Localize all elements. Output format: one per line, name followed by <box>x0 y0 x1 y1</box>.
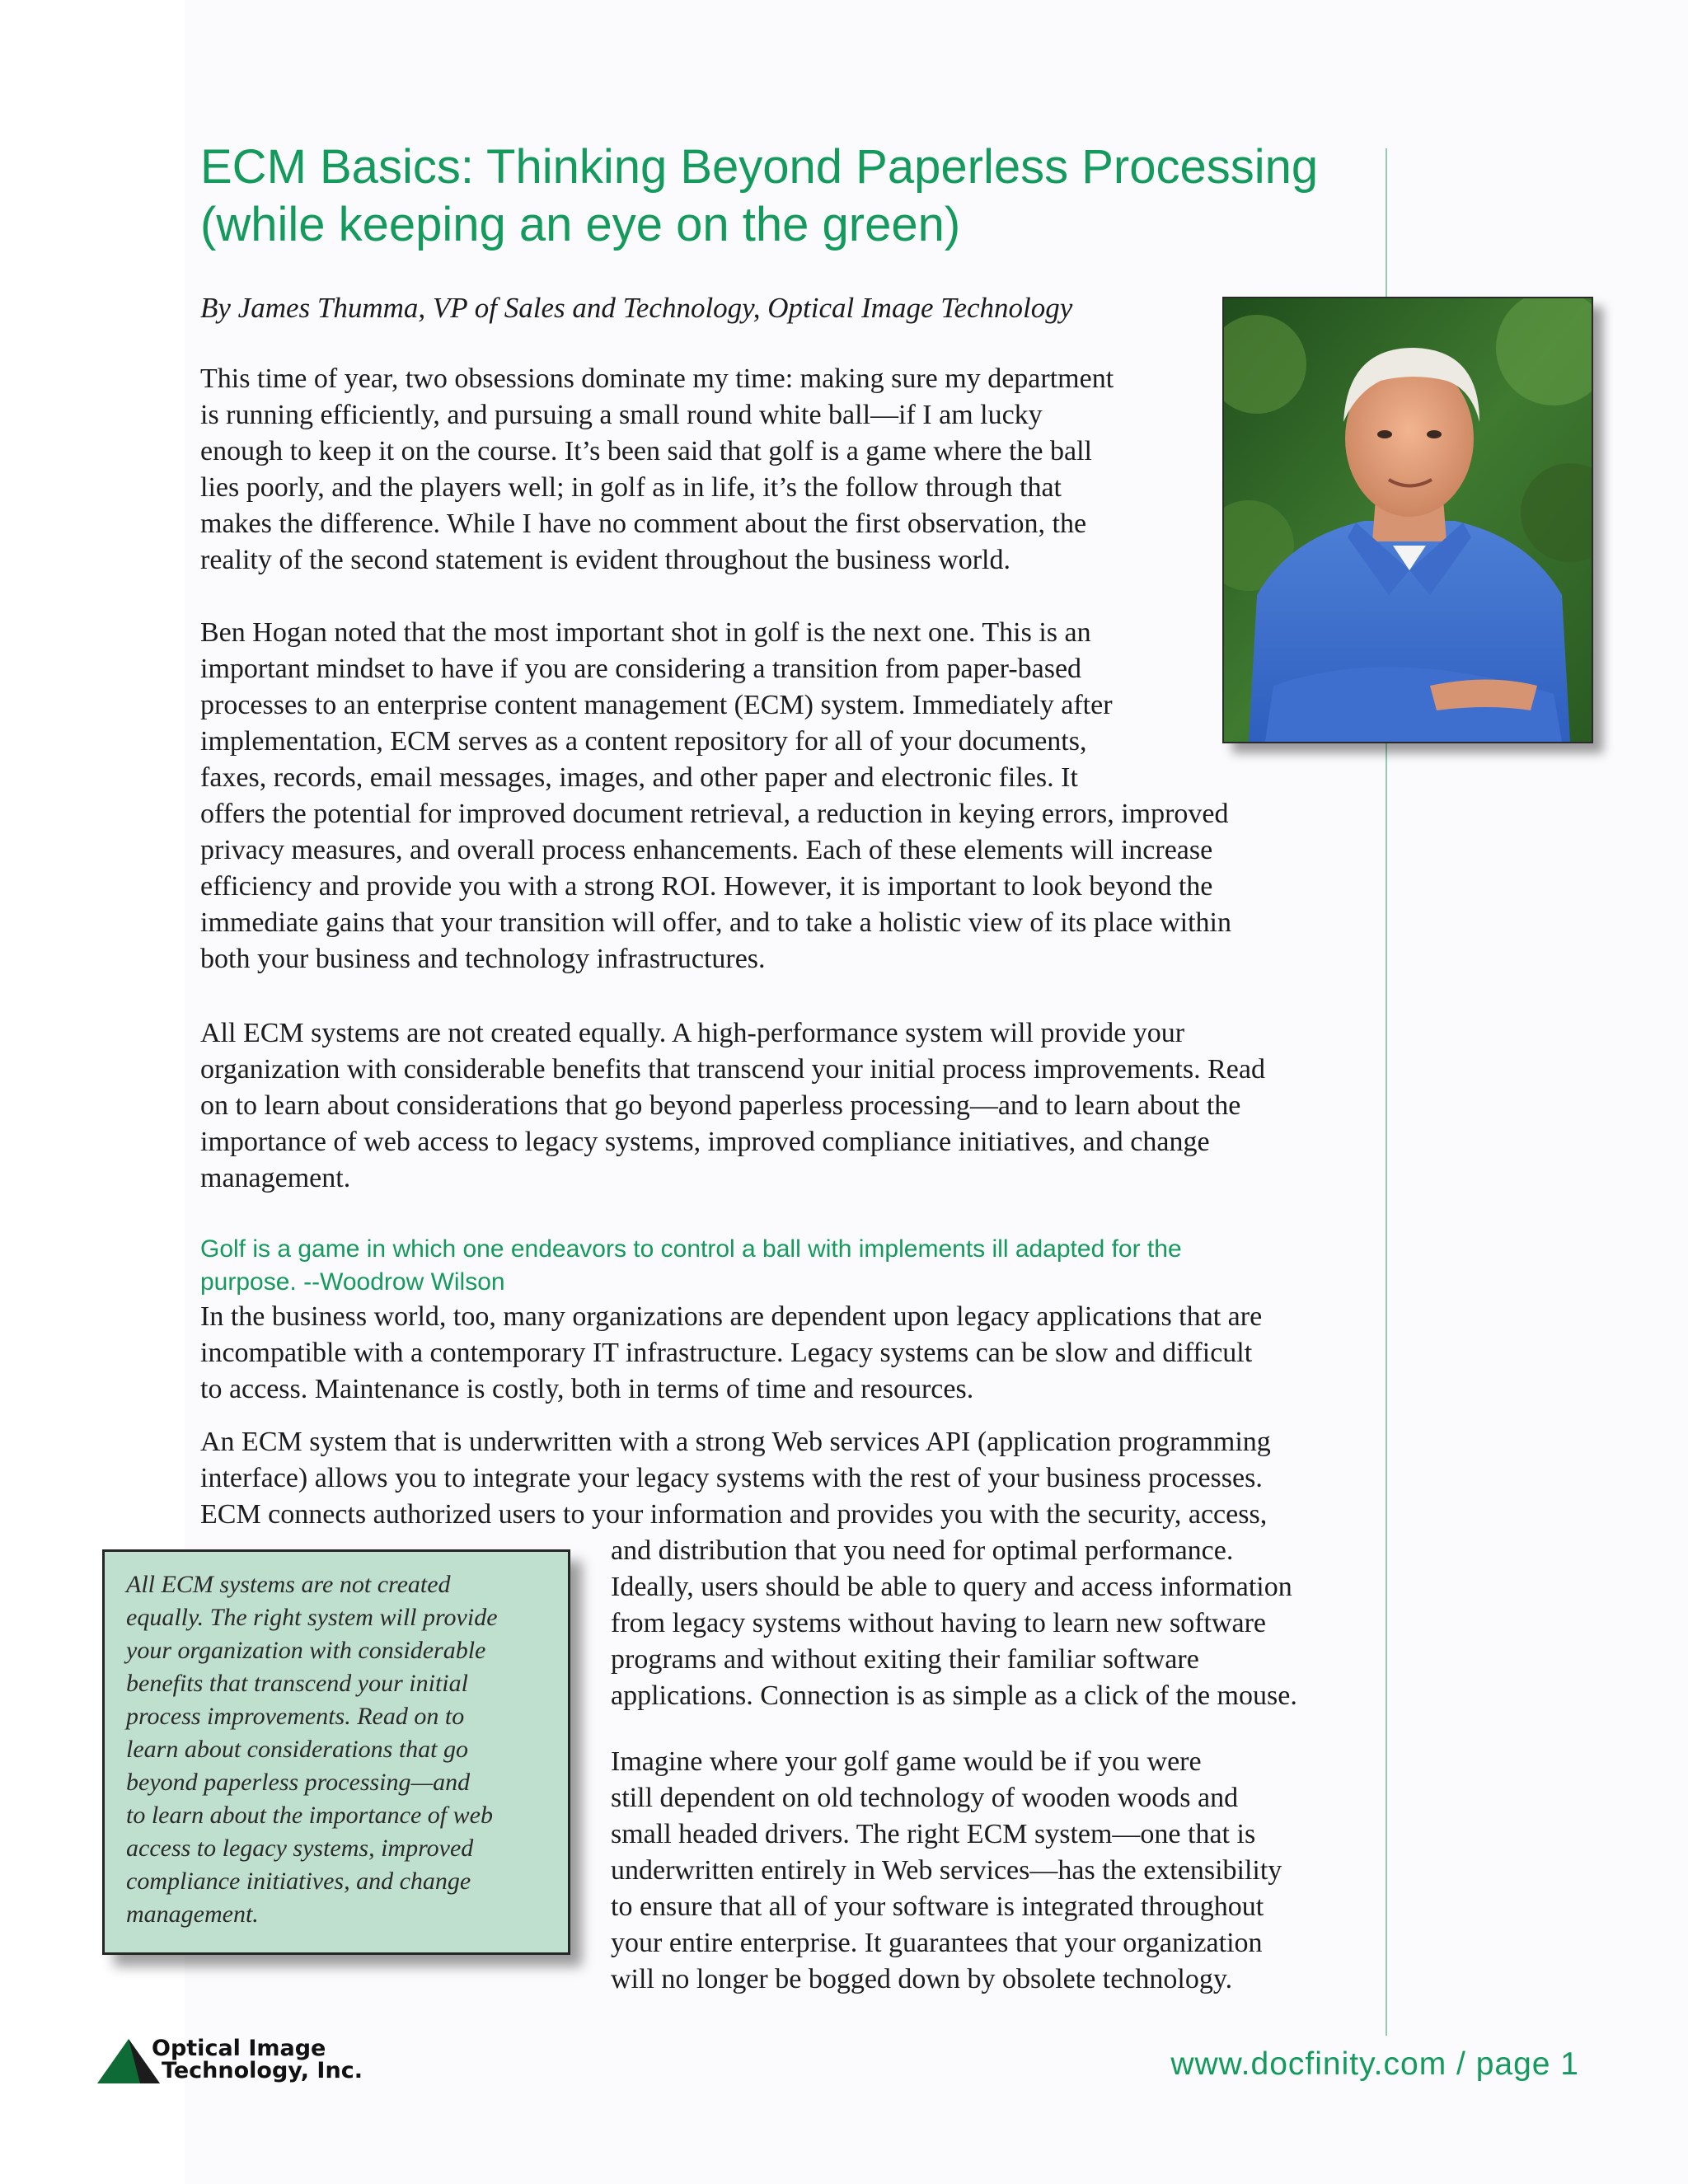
callout-line: your organization with considerable <box>126 1637 486 1664</box>
company-logo[interactable] <box>97 2036 410 2087</box>
text-line: ECM connects authorized users to your information and provides you with the security, access, <box>200 1499 1268 1530</box>
text-line: small headed drivers. The right ECM system—one that is <box>611 1819 1256 1849</box>
text-line: This time of year, two obsessions dominate my time: making sure my department <box>200 363 1114 394</box>
callout-line: process improvements. Read on to <box>126 1703 465 1730</box>
text-line: on to learn about considerations that go beyond paperless processing—and to learn about the <box>200 1090 1241 1121</box>
text-line: incompatible with a contemporary IT infrastructure. Legacy systems can be slow and difficult <box>200 1338 1253 1368</box>
callout-box <box>102 1549 570 1955</box>
text-line: underwritten entirely in Web services—has the extensibility <box>611 1855 1282 1886</box>
text-line: makes the difference. While I have no comment about the first observation, the <box>200 509 1087 539</box>
pull-quote <box>200 1233 1182 1299</box>
quote-line: Golf is a game in which one endeavors to control a ball with implements ill adapted for the <box>200 1235 1182 1263</box>
byline: By James Thumma, VP of Sales and Technology, Optical Image Technology <box>200 292 1073 324</box>
text-line: offers the potential for improved document retrieval, a reduction in keying errors, improved <box>200 799 1229 829</box>
text-line: both your business and technology infrastructures. <box>200 944 766 974</box>
callout-line: equally. The right system will provide <box>126 1604 498 1631</box>
text-line: to ensure that all of your software is integrated throughout <box>611 1891 1264 1922</box>
text-line: lies poorly, and the players well; in golf as in life, it’s the follow through that <box>200 472 1062 503</box>
text-line: applications. Connection is as simple as a click of the mouse. <box>611 1680 1297 1711</box>
paragraph-ben-hogan <box>200 615 1231 977</box>
text-line: your entire enterprise. It guarantees that your organization <box>611 1928 1263 1958</box>
text-line: enough to keep it on the course. It’s been said that golf is a game where the ball <box>200 436 1093 466</box>
logo-line: Optical Image <box>152 2036 326 2061</box>
logo-line: Technology, Inc. <box>162 2058 363 2083</box>
paragraph-ecm-systems <box>200 1015 1265 1197</box>
text-line: important mindset to have if you are considering a transition from paper-based <box>200 654 1082 684</box>
callout-line: learn about considerations that go <box>126 1736 468 1763</box>
callout-line: All ECM systems are not created <box>126 1571 451 1598</box>
text-line: interface) allows you to integrate your legacy systems with the rest of your business processes. <box>200 1463 1263 1493</box>
title-line: ECM Basics: Thinking Beyond Paperless Processing <box>200 140 1319 194</box>
callout-line: management. <box>126 1900 259 1928</box>
author-photo <box>1222 297 1593 743</box>
title-line: (while keeping an eye on the green) <box>200 198 961 251</box>
text-line: Ben Hogan noted that the most important shot in golf is the next one. This is an <box>200 617 1091 648</box>
paragraph-golf-game <box>611 1744 1282 1998</box>
callout-line: benefits that transcend your initial <box>126 1670 468 1697</box>
text-line: programs and without exiting their familiar software <box>611 1644 1199 1675</box>
quote-line: purpose. --Woodrow Wilson <box>200 1268 505 1296</box>
text-line: Imagine where your golf game would be if you were <box>611 1746 1202 1777</box>
text-line: management. <box>200 1163 351 1193</box>
text-line: is running efficiently, and pursuing a small round white ball—if I am lucky <box>200 400 1043 430</box>
paragraph-legacy <box>200 1299 1262 1408</box>
text-line: immediate gains that your transition will offer, and to take a holistic view of its place within <box>200 907 1231 938</box>
text-line: Ideally, users should be able to query and access information <box>611 1572 1292 1602</box>
text-line: processes to an enterprise content management (ECM) system. Immediately after <box>200 690 1113 720</box>
footer-url-page-number[interactable]: www.docfinity.com / page 1 <box>1170 2046 1579 2082</box>
text-line: and distribution that you need for optimal performance. <box>611 1535 1234 1566</box>
logo-wordmark <box>152 2037 363 2082</box>
text-line: An ECM system that is underwritten with a strong Web services API (application programming <box>200 1427 1271 1457</box>
text-line: reality of the second statement is evident throughout the business world. <box>200 545 1010 575</box>
text-line: efficiency and provide you with a strong ROI. However, it is important to look beyond the <box>200 871 1213 902</box>
callout-line: compliance initiatives, and change <box>126 1868 471 1895</box>
paragraph-intro <box>200 361 1114 579</box>
text-line: will no longer be bogged down by obsolete technology. <box>611 1964 1233 1994</box>
text-line: privacy measures, and overall process enhancements. Each of these elements will increase <box>200 835 1213 865</box>
callout-text <box>126 1568 548 1931</box>
article-title <box>200 138 1371 254</box>
text-line: importance of web access to legacy systems, improved compliance initiatives, and change <box>200 1127 1210 1157</box>
text-line: to access. Maintenance is costly, both in terms of time and resources. <box>200 1374 974 1404</box>
text-line: In the business world, too, many organizations are dependent upon legacy applications that are <box>200 1301 1263 1332</box>
text-line: still dependent on old technology of wooden woods and <box>611 1783 1239 1813</box>
callout-line: to learn about the importance of web <box>126 1802 493 1829</box>
text-line: implementation, ECM serves as a content repository for all of your documents, <box>200 726 1087 757</box>
text-line: organization with considerable benefits that transcend your initial process improvements. Read <box>200 1054 1265 1085</box>
author-portrait-icon <box>1224 298 1592 742</box>
text-line: from legacy systems without having to learn new software <box>611 1608 1267 1638</box>
text-line: All ECM systems are not created equally. A high-performance system will provide your <box>200 1018 1185 1048</box>
callout-line: beyond paperless processing—and <box>126 1769 471 1796</box>
text-line: faxes, records, email messages, images, and other paper and electronic files. It <box>200 762 1078 793</box>
callout-line: access to legacy systems, improved <box>126 1835 474 1862</box>
